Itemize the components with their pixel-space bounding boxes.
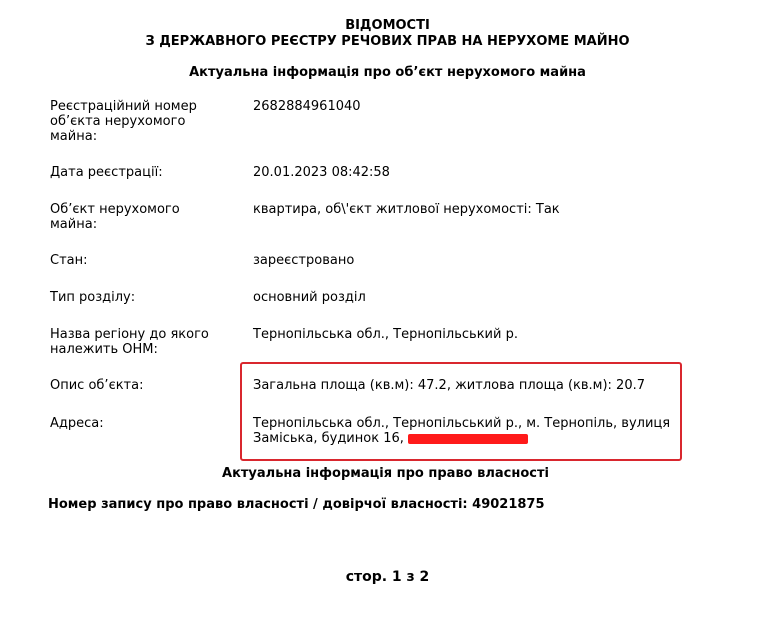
field-label: Реєстраційний номер об’єкта нерухомого майна: xyxy=(50,99,197,144)
field-value: зареєстровано xyxy=(253,253,355,268)
document-title-line1: ВІДОМОСТІ xyxy=(345,18,430,33)
page-number: стор. 1 з 2 xyxy=(345,569,430,585)
field-label: Дата реєстрації: xyxy=(50,165,163,180)
field-value xyxy=(253,416,683,446)
redaction-mark xyxy=(408,434,528,444)
field-label: Тип розділу: xyxy=(50,290,136,305)
field-label: Стан: xyxy=(50,253,88,268)
field-value: основний розділ xyxy=(253,290,366,305)
object-info-heading: Актуальна інформація про об’єкт нерухомого майна xyxy=(189,65,586,80)
highlight-box xyxy=(240,362,682,461)
field-value: 2682884961040 xyxy=(253,99,361,114)
field-label: Об’єкт нерухомого майна: xyxy=(50,202,180,232)
ownership-record-number: Номер запису про право власності / довірчої власності: 49021875 xyxy=(48,497,545,512)
document-title-line2: З ДЕРЖАВНОГО РЕЄСТРУ РЕЧОВИХ ПРАВ НА НЕРУХОМЕ МАЙНО xyxy=(145,34,630,49)
field-value: Тернопільська обл., Тернопільський р. xyxy=(253,327,518,342)
field-label: Адреса: xyxy=(50,416,104,431)
field-label: Назва регіону до якого належить ОНМ: xyxy=(50,327,209,357)
field-label: Опис об’єкта: xyxy=(50,378,144,393)
field-value: квартира, об\'єкт житлової нерухомості: Так xyxy=(253,202,560,217)
ownership-info-heading: Актуальна інформація про право власності xyxy=(222,466,549,481)
field-value: 20.01.2023 08:42:58 xyxy=(253,165,390,180)
address-text: Тернопільська обл., Тернопільський р., м. Тернопіль, вулиця Заміська, будинок 16, xyxy=(253,416,671,446)
field-value: Загальна площа (кв.м): 47.2, житлова площа (кв.м): 20.7 xyxy=(253,378,646,393)
